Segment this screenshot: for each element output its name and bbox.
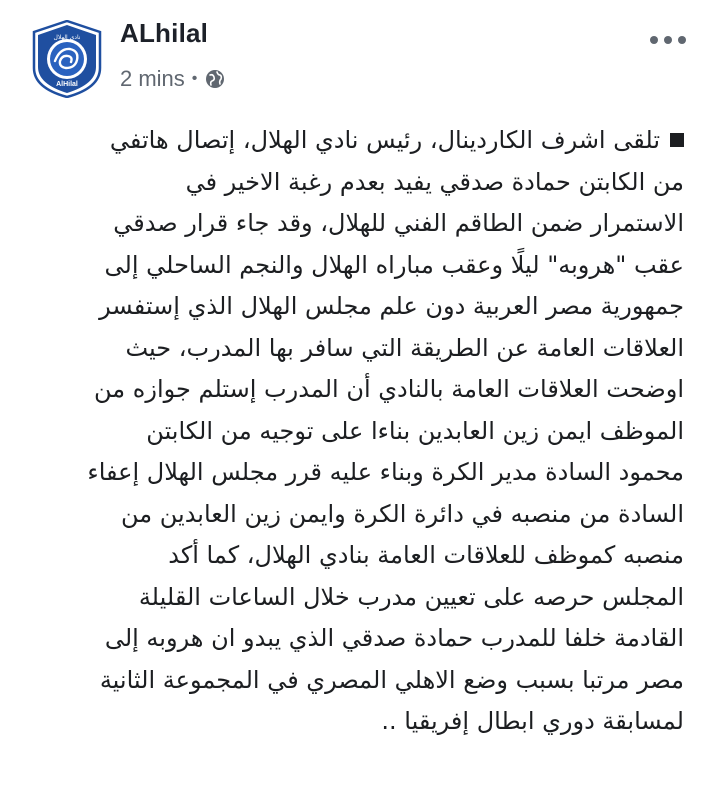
post-line: المجلس حرصه على تعيين مدرب خلال الساعات القليلة	[138, 582, 684, 611]
post-meta	[120, 66, 225, 92]
post-line	[36, 120, 684, 162]
post-line: من الكابتن حمادة صدقي يفيد بعدم رغبة الاخير في	[185, 167, 684, 196]
svg-text:نادي الهلال: نادي الهلال	[53, 34, 81, 41]
post-header	[0, 0, 720, 112]
post-line: السادة من منصبه في دائرة الكرة وايمن زين العابدين من	[121, 499, 684, 528]
post-line: عقب "هروبه" ليلًا وعقب مباراه الهلال والنجم الساحلي إلى	[104, 250, 684, 279]
bullet-square-icon	[670, 133, 684, 147]
page-avatar[interactable]	[30, 20, 104, 98]
more-dot	[678, 36, 686, 44]
avatar-text: AlHilal	[56, 81, 78, 88]
post-line: العلاقات العامة عن الطريقة التي سافر بها المدرب، حيث	[125, 333, 684, 362]
post-line: محمود السادة مدير الكرة وبناء عليه قرر مجلس الهلال إعفاء	[87, 458, 684, 486]
post-line: الموظف ايمن زين العابدين بناءا على توجيه من الكابتن	[146, 416, 684, 445]
globe-icon[interactable]	[205, 69, 225, 89]
post-line: القادمة خلفا للمدرب حمادة صدقي الذي يبدو ان هروبه إلى	[104, 624, 684, 652]
post-line: منصبه كموظف للعلاقات العامة بنادي الهلال، كما أكد	[168, 541, 684, 569]
post-line: جمهورية مصر العربية دون علم مجلس الهلال الذي إستفسر	[99, 292, 684, 320]
more-dot	[664, 36, 672, 44]
post-line-text: تلقى اشرف الكاردينال، رئيس نادي الهلال، إتصال هاتفي	[109, 126, 660, 154]
post-line: لمسابقة دوري ابطال إفريقيا ..	[381, 707, 684, 735]
post-body	[36, 120, 684, 743]
more-dot	[650, 36, 658, 44]
post-line: اوضحت العلاقات العامة بالنادي أن المدرب إستلم جوازه من	[94, 375, 684, 403]
post-time[interactable]: 2 mins	[120, 66, 185, 91]
post-line: الاستمرار ضمن الطاقم الفني للهلال، وقد جاء قرار صدقي	[113, 209, 684, 237]
post-line: مصر مرتبا بسبب وضع الاهلي المصري في المجموعة الثانية	[99, 665, 684, 694]
more-options-icon[interactable]	[650, 34, 686, 46]
page-name[interactable]: ALhilal	[120, 18, 209, 48]
meta-separator: •	[191, 70, 198, 87]
